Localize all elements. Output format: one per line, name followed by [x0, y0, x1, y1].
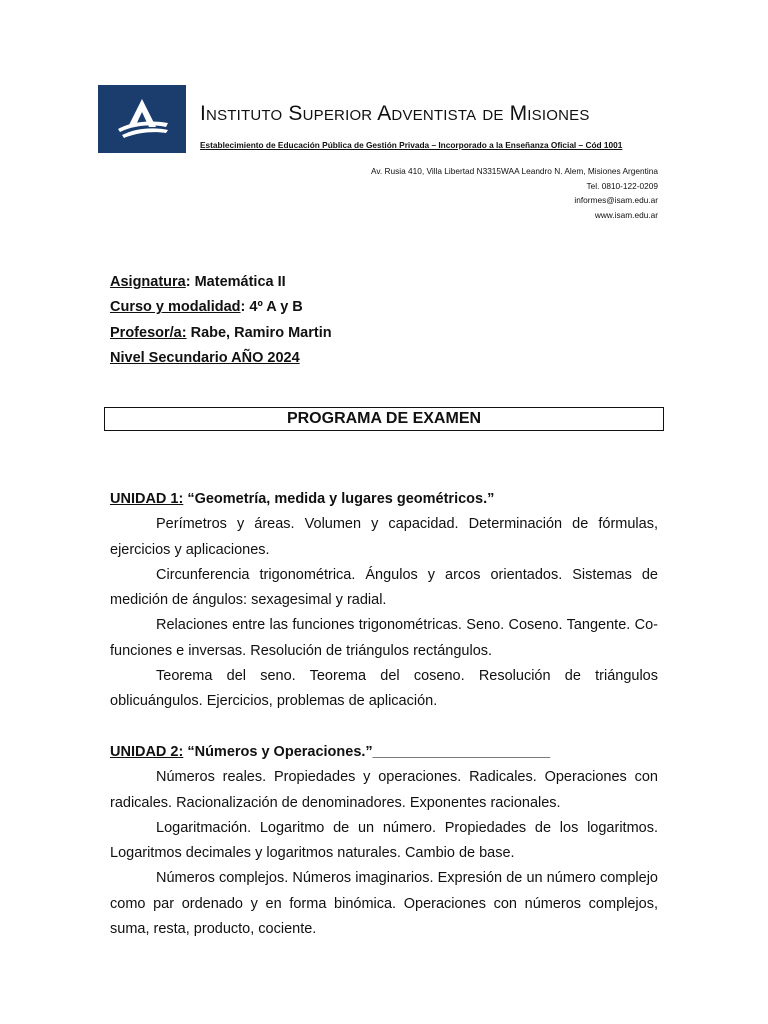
unit-paragraph: Números complejos. Números imaginarios. Expresión de un número complejo como par ordenado y en forma binómica. Operaciones con números complejos, suma, resta, producto, cociente. — [110, 870, 658, 938]
subject-line — [110, 270, 332, 295]
isam-logo-icon — [98, 85, 186, 153]
unit-heading — [110, 487, 658, 512]
subject-label: Asignatura — [110, 274, 186, 290]
teacher-label: Profesor/a: — [110, 324, 187, 341]
program-content — [110, 487, 658, 942]
teacher-value: Rabe, Ramiro Martin — [186, 324, 332, 341]
program-title: PROGRAMA DE EXAMEN — [104, 407, 664, 431]
unit-label: UNIDAD 2: — [110, 743, 184, 760]
course-info — [110, 270, 332, 371]
course-line — [110, 295, 332, 320]
unit-title: “Números y Operaciones.”______________________ — [183, 743, 551, 760]
unit-paragraph: Números reales. Propiedades y operaciones. Radicales. Operaciones con radicales. Racionalización de denominadores. Exponentes racionales. — [110, 769, 658, 811]
unit-paragraph: Relaciones entre las funciones trigonométricas. Seno. Coseno. Tangente. Co-funciones e inversas. Resolución de triángulos rectángulos. — [110, 617, 658, 659]
course-label: Curso y modalidad — [110, 299, 241, 316]
level-line — [110, 346, 332, 371]
unit-paragraph: Circunferencia trigonométrica. Ángulos y arcos orientados. Sistemas de medición de ángulos: sexagesimal y radial. — [110, 566, 658, 609]
teacher-line — [110, 321, 332, 346]
contact-address: Av. Rusia 410, Villa Libertad N3315WAA Leandro N. Alem, Misiones Argentina — [370, 166, 658, 176]
unit-paragraph: Perímetros y áreas. Volumen y capacidad. Determinación de fórmulas, ejercicios y aplicaciones. — [110, 516, 658, 558]
institution-name: Instituto Superior Adventista de Misiones — [200, 102, 590, 125]
institution-logo — [98, 85, 186, 153]
unit-title: “Geometría, medida y lugares geométricos.” — [183, 491, 495, 507]
unit-paragraph: Teorema del seno. Teorema del coseno. Resolución de triángulos oblicuángulos. Ejercicios, problemas de aplicación. — [110, 668, 658, 710]
unit-heading — [110, 740, 658, 765]
subject-value: : Matemática II — [185, 274, 286, 290]
contact-block — [371, 164, 658, 222]
spacer — [110, 715, 658, 740]
institution-subtitle: Establecimiento de Educación Pública de Gestión Privada – Incorporado a la Enseñanza Oficial – Cód 1001 — [200, 140, 623, 150]
unit-paragraph: Logaritmación. Logaritmo de un número. Propiedades de los logaritmos. Logaritmos decimales y logaritmos naturales. Cambio de base. — [110, 819, 658, 862]
level-text: Nivel Secundario AÑO 2024 — [110, 349, 300, 366]
contact-website: www.isam.edu.ar — [594, 209, 658, 220]
contact-email: informes@isam.edu.ar — [574, 195, 658, 205]
contact-phone: Tel. 0810-122-0209 — [586, 180, 658, 191]
course-value: : 4º A y B — [240, 299, 303, 316]
unit-label: UNIDAD 1: — [110, 491, 184, 507]
